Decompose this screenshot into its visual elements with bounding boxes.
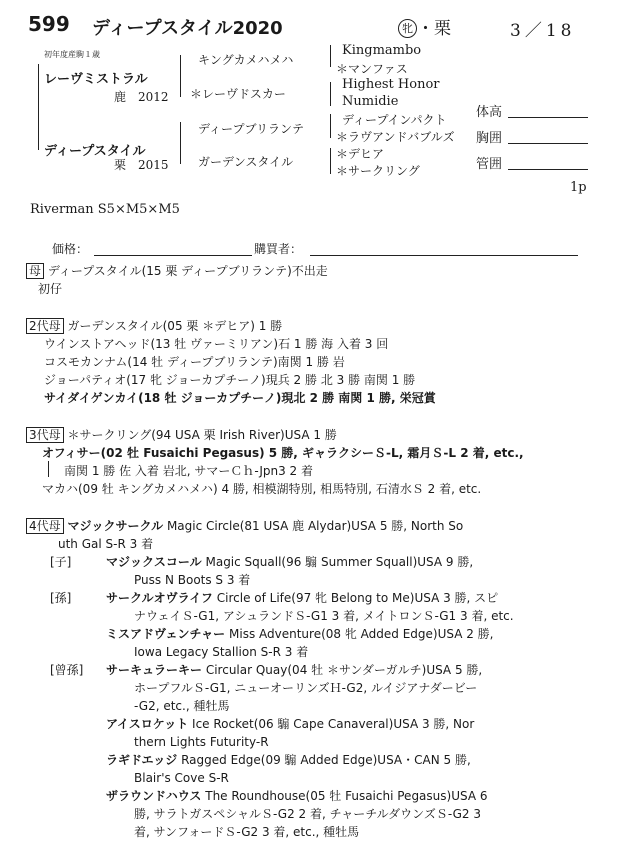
gen2-line: サイダイゲンカイ(18 牡 ジョーカプチーノ)現北 2 勝 南関 1 勝, 栄冠賞 (44, 391, 436, 405)
chest-field[interactable] (508, 143, 588, 144)
dam-line: ディープスタイル(15 栗 ディープブリランテ)不出走 (47, 264, 328, 278)
gen3-tag: 3代母 (26, 427, 64, 443)
entry-name: ミスアドヴェンチャー (106, 627, 226, 641)
gen3-section (26, 427, 337, 443)
gen4-head-name: マジックサークル (67, 519, 164, 533)
entry-name: ラギドエッジ (106, 753, 178, 767)
group-label-great-grandchildren: [曾孫] (50, 663, 84, 677)
gen2-line: コスモカンナム(14 牡 ディープブリランテ)南関 1 勝 岩 (44, 355, 345, 369)
entry-name: アイスロケット (106, 717, 189, 731)
entry-name: サーキュラーキー (106, 663, 203, 677)
gen4-section (26, 518, 463, 534)
entry-cont: ホープフルＳ-G1, ニューオーリンズＨ-G2, ルイジアナダービー (134, 681, 478, 695)
sex-color (398, 14, 451, 39)
entry-rest: Ragged Edge(09 騸 Added Edge)USA・CAN 5 勝, (181, 753, 471, 767)
gen4-entry (106, 788, 487, 804)
gen3-bar (48, 461, 49, 477)
sex-separator: ・ (417, 19, 434, 39)
entry-cont: Blair's Cove S-R (134, 771, 229, 785)
price-label: 価格： (52, 242, 89, 256)
entry-cont: ナウェイＳ-G1, アシュランドＳ-G1 3 着, メイトロンＳ-G1 3 着, etc. (134, 609, 514, 623)
entry-cont: -G2, etc., 種牡馬 (134, 699, 230, 713)
gen3-line: オフィサー(02 牡 Fusaichi Pegasus) 5 勝, ギャラクシーＳ-L, 霜月Ｓ-L 2 着, etc., (42, 446, 524, 460)
entry-cont: Puss N Boots S 3 着 (134, 573, 251, 587)
sex-symbol: 牝 (398, 19, 417, 38)
gen4-head-rest: Magic Circle(81 USA 鹿 Alydar)USA 5 勝, North So (166, 519, 464, 533)
gen2-tag: 2代母 (26, 318, 64, 334)
pedigree-gen3: ＊ラヴアンドバブルズ (336, 130, 455, 144)
gen3-line: 南関 1 勝 佐 入着 岩北, サマーＣｈ-Jpn3 2 着 (64, 464, 313, 478)
gen2-section (26, 318, 282, 334)
gen4-entry (106, 554, 473, 570)
page-label: 1p (570, 180, 587, 195)
gen3-head: ＊サークリング(94 USA 栗 Irish River)USA 1 勝 (67, 428, 337, 442)
entry-rest: Magic Squall(96 騸 Summer Squall)USA 9 勝, (205, 555, 474, 569)
gen4-entry (106, 590, 498, 606)
group-label-grandchildren: [孫] (50, 591, 72, 605)
dam-info: 栗 2015 (114, 158, 169, 172)
buyer-field[interactable] (310, 255, 578, 256)
pedigree-gen3: ＊サークリング (336, 164, 420, 178)
lot-number: 599 (28, 12, 70, 36)
coat-color: 栗 (434, 19, 451, 39)
entry-rest: Ice Rocket(06 騸 Cape Canaveral)USA 3 勝, Nor (192, 717, 475, 731)
gen3-line: マカハ(09 牡 キングカメハメハ) 4 勝, 相模湖特別, 相馬特別, 石清水Ｓ 2 着, etc. (42, 482, 482, 496)
gen4-entry (106, 626, 494, 642)
entry-cont: 勝, サラトガスペシャルＳ-G2 2 着, チャーチルダウンズＳ-G2 3 (134, 807, 481, 821)
pedigree-bracket (180, 55, 181, 97)
pedigree-bracket (38, 64, 39, 150)
entry-name: サークルオヴライフ (106, 591, 213, 605)
pedigree-gen3: Highest Honor (342, 77, 440, 92)
dam-name: ディープスタイル (44, 144, 146, 159)
pedigree-bracket (330, 45, 331, 67)
pedigree-gen3: ディープインパクト (342, 113, 447, 127)
entry-cont: Iowa Legacy Stallion S-R 3 着 (134, 645, 309, 659)
height-label: 体高 (476, 105, 503, 120)
dam-line-2: 初仔 (38, 282, 63, 296)
pedigree-gen3: Numidie (342, 94, 399, 109)
chest-label: 胸囲 (476, 131, 503, 146)
entry-name: マジックスコール (106, 555, 202, 569)
pedigree-bracket (330, 114, 331, 138)
group-label-children: [子] (50, 555, 72, 569)
pedigree-bracket (330, 148, 331, 174)
inbreeding: Riverman S5×M5×M5 (30, 202, 180, 217)
dam-section (26, 263, 328, 279)
entry-name: ザラウンドハウス (106, 789, 202, 803)
pedigree-gen2: ＊レーヴドスカー (190, 87, 286, 101)
height-field[interactable] (508, 117, 588, 118)
entry-rest: Circle of Life(97 牝 Belong to Me)USA 3 勝, スピ (216, 591, 499, 605)
price-field[interactable] (94, 255, 252, 256)
dam-tag: 母 (26, 263, 44, 279)
pedigree-gen2: ディープブリランテ (198, 122, 304, 136)
pedigree-gen2: ガーデンスタイル (198, 155, 294, 169)
cannon-label: 管囲 (476, 157, 503, 172)
pedigree-gen3: ＊マンファス (336, 62, 408, 76)
gen2-line: ウインストアヘッド(13 牡 ヴァーミリアン)石 1 勝 海 入着 3 回 (44, 337, 389, 351)
entry-rest: Miss Adventure(08 牝 Added Edge)USA 2 勝, (229, 627, 494, 641)
gen2-head: ガーデンスタイル(05 栗 ＊デヒア) 1 勝 (67, 319, 283, 333)
entry-cont: 着, サンフォードＳ-G2 3 着, etc., 種牡馬 (134, 825, 360, 839)
sire-name: レーヴミストラル (44, 72, 148, 87)
entry-cont: thern Lights Futurity-R (134, 735, 269, 749)
gen4-tag: 4代母 (26, 518, 64, 534)
buyer-label: 購買者： (254, 242, 303, 256)
gen4-entry (106, 716, 474, 732)
pedigree-bracket (330, 82, 331, 106)
pedigree-bracket (180, 122, 181, 164)
gen4-head-cont: uth Gal S-R 3 着 (58, 537, 154, 551)
gen2-line: ジョーパティオ(17 牝 ジョーカプチーノ)現兵 2 勝 北 3 勝 南関 1 勝 (44, 373, 416, 387)
entry-rest: Circular Quay(04 牡 ＊サンダーガルチ)USA 5 勝, (205, 663, 483, 677)
gen4-entry (106, 662, 482, 678)
sire-note: 初年度産駒１歳 (44, 50, 100, 59)
pedigree-gen3: ＊デヒア (336, 147, 385, 161)
pedigree-gen3: Kingmambo (342, 43, 422, 58)
pedigree-gen2: キングカメハメハ (198, 53, 294, 67)
birth-date: 3／18 (510, 21, 576, 41)
cannon-field[interactable] (508, 169, 588, 170)
gen4-entry (106, 752, 471, 768)
horse-name: ディープスタイル2020 (92, 18, 283, 39)
sire-info: 鹿 2012 (114, 90, 169, 104)
entry-rest: The Roundhouse(05 牡 Fusaichi Pegasus)USA 6 (205, 789, 488, 803)
